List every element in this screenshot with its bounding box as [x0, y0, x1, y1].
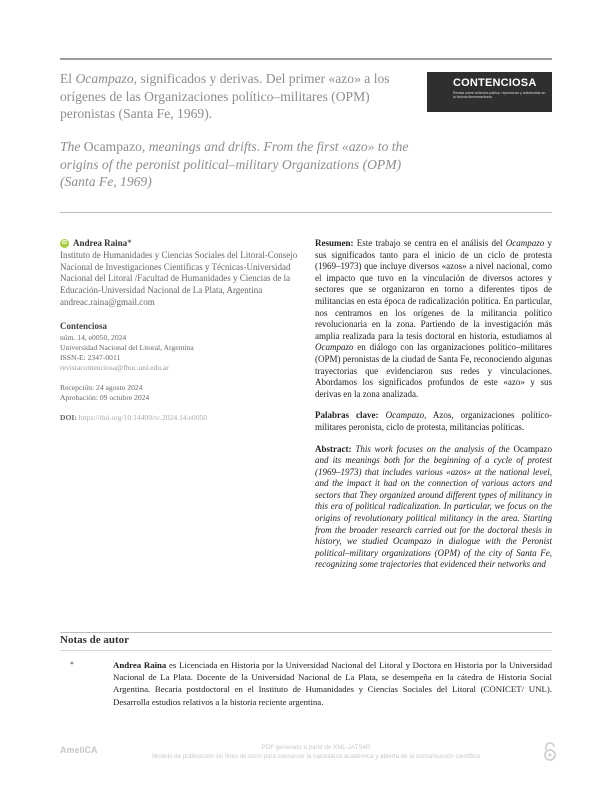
amelica-logo: AmeliCA — [60, 745, 98, 755]
author-marker: * — [127, 238, 132, 248]
metadata-column — [60, 238, 305, 423]
footer-text — [120, 743, 512, 761]
author-affiliation: Instituto de Humanidades y Ciencias Sociales del Litoral-Consejo Nacional de Investigaciones Científicas y Técnicas-Universidad Nacional del Litoral /Facultad de Humanidades y Ciencias de la Educación-Universidad Nacional de La Plata, Argentina — [60, 249, 298, 296]
journal-logo — [427, 72, 552, 112]
abstract-es-label: Resumen: — [315, 238, 354, 248]
author-note: Andrea Raina es Licenciada en Historia por la Universidad Nacional del Litoral y Doctora en Historia por la Universidad Nacional de La Plata. Docente de la Universidad Nacional de La Plata, se desempeña en la cátedra de Historia Social Argentina. Becaria postdoctoral en el Instituto de Humanidades y Ciencias Sociales del Litoral (CONICET/ UNL). Desarrolla estudios relativos a la historia reciente argentina. — [113, 660, 552, 707]
approved-date: Aprobación: 09 octubre 2024 — [60, 392, 150, 402]
abstract-english: Abstract: This work focuses on the analysis of the Ocampazo and its meanings both for the beginning of a cycle of protest (1969–1973) that includes various «azos» at the national level, and the impact it had on the connection of various actors and sectors that They organized around different types of militancy in this era of political radicalization. In particular, we focus on the origins of revolutionary political militancy in the area. Starting from the broader research carried out for the doctoral thesis in history, we studied Ocampazo in dialogue with the Peronist political–military organizations (OPM) of the city of Santa Fe, recognizing some trajectories that evidenced their networks and — [315, 443, 552, 570]
keywords-label: Palabras clave: — [315, 410, 379, 421]
author-name: Andrea Raina — [73, 238, 128, 248]
abstract-spanish: Resumen: Este trabajo se centra en el análisis del Ocampazo y sus significados tanto para el inicio de un ciclo de protesta (1969–1973) que incluye diversos «azos» a nivel nacional, como el impacto que tuvo en la vinculación de diversos actores y sectores que se organizaron en torno a diferentes tipos de militancias en esta época de radicalización política. En particular, nos centramos en los orígenes de la militancia político revolucionaria en la zona. Partiendo de la investigación más amplia realizada para la tesis doctoral en historia, estudiamos al Ocampazo en diálogo con las organizaciones político–militares (OPM) peronistas de la ciudad de Santa Fe, reconociendo algunas trayectorias que evidenciaron sus redes y vinculaciones. Abordamos los significados profundos de este «azo» y sus derivas en la zona analizada. — [315, 238, 552, 399]
author-email[interactable]: andreac.raina@gmail.com — [60, 296, 155, 307]
keywords-spanish: Palabras clave: Ocampazo, Azos, organizaciones político-militares peronista, ciclo de protesta, militancias políticas. — [315, 410, 552, 432]
title-spanish: El Ocampazo, significados y derivas. Del primer «azo» a los orígenes de las Organizaciones político–militares (OPM) peronistas (Santa Fe, 1969). — [60, 71, 390, 121]
header-divider — [60, 212, 552, 213]
journal-issn: ISSN-E: 2347-0011 — [60, 352, 121, 362]
journal-name: Contenciosa — [60, 320, 107, 331]
abstract-en-label: Abstract: — [315, 443, 352, 454]
abstracts-column — [315, 238, 552, 581]
notes-title: Notas de autor — [60, 634, 130, 646]
notes-marker: * — [70, 660, 74, 669]
footer-line-2: Modelo de publicación sin fines de lucro para conservar la naturaleza académica y abierta de la comunicación científica — [152, 753, 480, 760]
top-rule — [60, 58, 552, 60]
doi-line — [60, 413, 305, 423]
title-es-italic-term: Ocampazo — [75, 71, 134, 86]
received-date: Recepción: 24 agosto 2024 — [60, 382, 143, 392]
doi-link[interactable]: https://doi.org/10.14409/rc.2024.14.e0050 — [78, 412, 208, 422]
title-en-upright-term: Ocampazo — [83, 139, 142, 154]
title-english: The Ocampazo, meanings and drifts. From the first «azo» to the origins of the peronist political–military Organizations (OPM) (Santa Fe, 1969) — [60, 139, 409, 189]
journal-email[interactable]: revistacontenciosa@fhuc.unl.edu.ar — [60, 362, 169, 372]
author-line — [60, 238, 305, 250]
notes-divider-bottom — [60, 650, 552, 651]
note-author-name: Andrea Raina — [113, 660, 167, 670]
journal-logo-name: CONTENCIOSA — [453, 77, 537, 89]
orcid-icon[interactable]: iD — [60, 239, 69, 248]
journal-logo-subtitle: Revista sobre violencia política, represiones y resistencias en la historia iberoamericana — [453, 91, 546, 100]
notes-divider-top — [60, 632, 552, 633]
doi-label: DOI: — [60, 412, 79, 422]
footer-line-1: PDF generado a partir de XML-JATS4R — [261, 744, 371, 751]
journal-issue: núm. 14, e0050, 2024 — [60, 332, 127, 342]
open-access-icon — [543, 742, 557, 762]
journal-publisher: Universidad Nacional del Litoral, Argentina — [60, 342, 194, 352]
